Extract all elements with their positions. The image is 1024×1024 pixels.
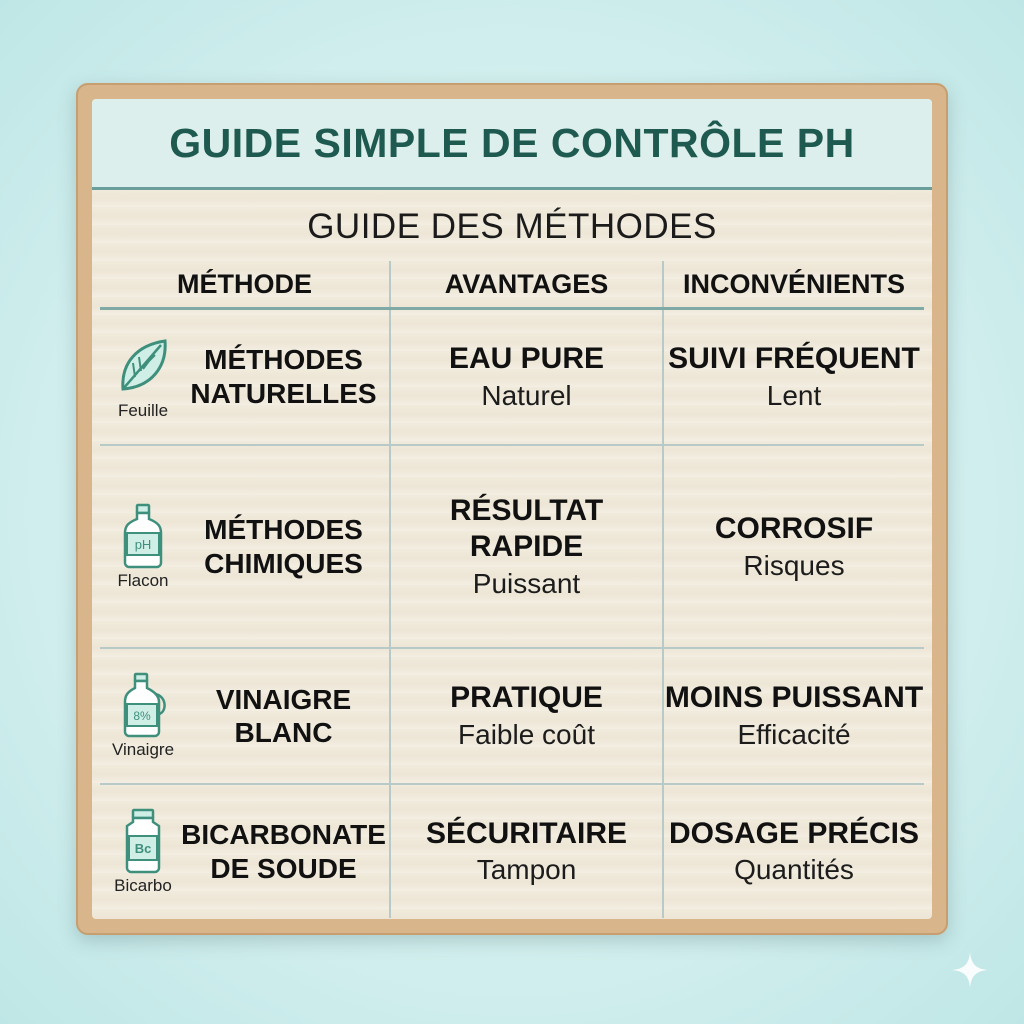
section-subtitle: GUIDE DES MÉTHODES	[307, 207, 717, 246]
table-row	[100, 309, 924, 446]
header-drawbacks: INCONVÉNIENTS	[663, 261, 924, 309]
advantage-cell	[390, 309, 663, 446]
drawback-cell	[663, 309, 924, 446]
advantage-note: Faible coût	[458, 719, 595, 751]
drawback-cell	[663, 445, 924, 648]
drawback-title: SUIVI FRÉQUENT	[668, 342, 920, 376]
method-name: MÉTHODES NATURELLES	[190, 344, 377, 410]
page-title: GUIDE SIMPLE DE CONTRÔLE PH	[169, 119, 855, 166]
advantage-note: Tampon	[476, 854, 577, 886]
advantage-title: RÉSULTAT RAPIDE	[449, 493, 604, 564]
method-name: MÉTHODES CHIMIQUES	[204, 514, 363, 579]
bottle-label: pH	[134, 536, 152, 552]
drawback-note: Quantités	[734, 854, 854, 886]
advantage-cell	[390, 445, 663, 648]
method-cell	[100, 309, 390, 446]
advantage-note: Naturel	[481, 379, 572, 411]
advantage-title: SÉCURITAIRE	[425, 816, 628, 850]
drawback-title: CORROSIF	[714, 511, 874, 545]
sparkle-icon	[950, 950, 990, 990]
title-band	[92, 99, 932, 190]
jug-label: 8%	[133, 709, 151, 724]
advantage-title: EAU PURE	[448, 342, 605, 376]
jar-icon	[115, 808, 171, 874]
header-advantages: AVANTAGES	[390, 261, 663, 309]
table-row	[100, 648, 924, 784]
table-row	[100, 445, 924, 648]
drawback-title: MOINS PUISSANT	[664, 681, 924, 715]
advantage-title: PRATIQUE	[450, 681, 603, 715]
advantage-cell	[390, 784, 663, 918]
icon-caption: Bicarbo	[114, 875, 172, 895]
jar-label: Bc	[134, 840, 152, 856]
method-name: VINAIGRE BLANC	[215, 683, 352, 749]
leaf-icon	[115, 333, 171, 399]
bottle-icon	[115, 503, 171, 569]
table-row	[100, 784, 924, 918]
method-name: BICARBONATE DE SOUDE	[181, 818, 386, 884]
method-cell	[100, 784, 390, 918]
drawback-note: Efficacité	[737, 719, 851, 751]
icon-caption: Feuille	[117, 401, 169, 421]
drawback-cell	[663, 784, 924, 918]
header-method: MÉTHODE	[100, 261, 390, 309]
drawback-note: Lent	[766, 379, 822, 411]
icon-caption: Flacon	[117, 570, 169, 590]
jug-icon	[115, 672, 171, 738]
drawback-note: Risques	[743, 549, 845, 581]
method-cell	[100, 445, 390, 648]
advantage-note: Puissant	[472, 567, 581, 599]
icon-caption: Vinaigre	[111, 740, 175, 760]
header-row	[100, 261, 924, 309]
advantage-cell	[390, 648, 663, 784]
drawback-title: DOSAGE PRÉCIS	[668, 816, 920, 850]
guide-panel	[92, 99, 932, 919]
methods-table	[100, 261, 924, 918]
drawback-cell	[663, 648, 924, 784]
wood-frame	[76, 83, 948, 935]
method-cell	[100, 648, 390, 784]
